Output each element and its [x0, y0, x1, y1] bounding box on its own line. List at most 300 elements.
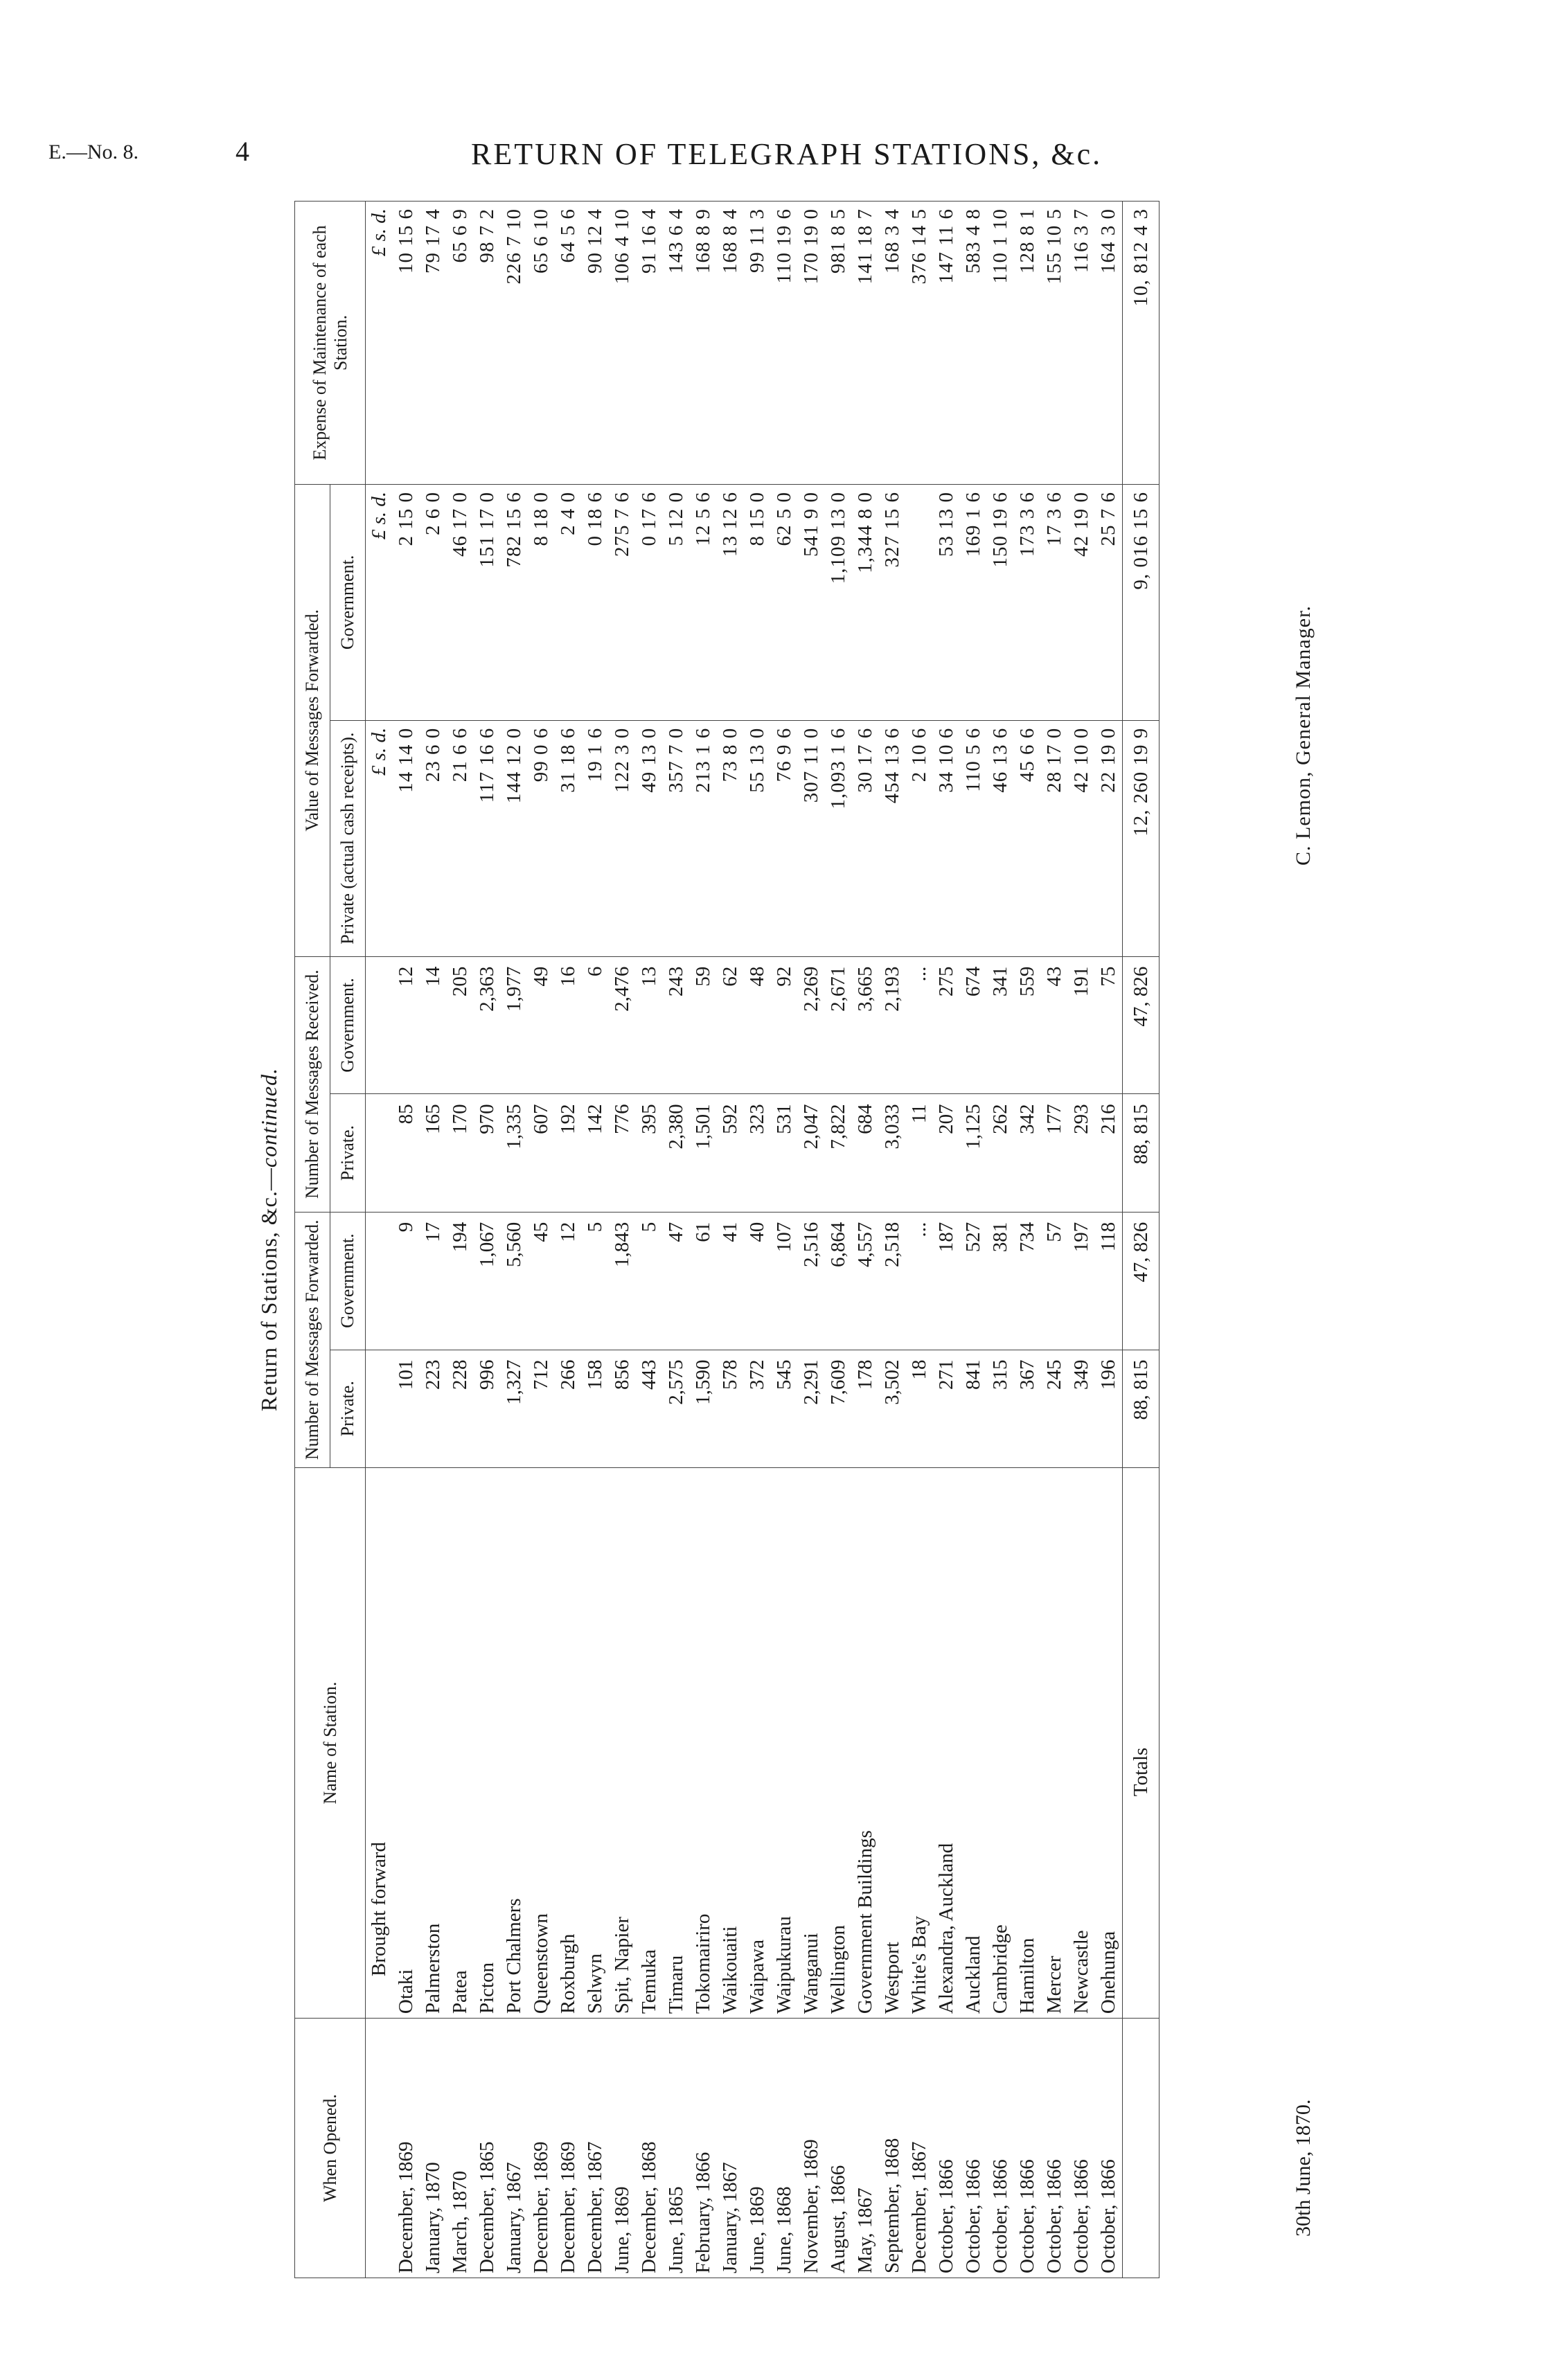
cell-val-government: 46 17 0 [447, 485, 474, 721]
cell-station: Westport [879, 1467, 906, 2018]
cell-fwd-government: 61 [690, 1212, 717, 1350]
cell-fwd-private: 841 [960, 1350, 987, 1467]
table-row [663, 202, 690, 2278]
cell-rec-government: 275 [933, 956, 960, 1094]
cell-rec-government: 243 [663, 956, 690, 1094]
cell-fwd-private: 2,291 [798, 1350, 825, 1467]
cell-fwd-private: 578 [717, 1350, 744, 1467]
cell-expense: 981 8 5 [825, 202, 852, 485]
table-row [960, 202, 987, 2278]
cell-fwd-government: 1,067 [474, 1212, 501, 1350]
cell-rec-private: 192 [555, 1094, 582, 1212]
cell-station: Wellington [825, 1467, 852, 2018]
cell-station: Alexandra, Auckland [933, 1467, 960, 2018]
cell-fwd-government: 40 [744, 1212, 771, 1350]
table-row [420, 202, 447, 2278]
table-row [1095, 202, 1123, 2278]
col-fwd-government: Government. [330, 1212, 366, 1350]
col-station: Name of Station. [295, 1467, 366, 2018]
cell-rec-private: 2,047 [798, 1094, 825, 1212]
cell-rec-government: 341 [987, 956, 1014, 1094]
table-row [825, 202, 852, 2278]
cell-val-government [906, 485, 933, 721]
cell-val-government: 327 15 6 [879, 485, 906, 721]
table-row [393, 202, 420, 2278]
table-row [690, 202, 717, 2278]
cell-when-opened: December, 1865 [474, 2019, 501, 2278]
cell-station: Picton [474, 1467, 501, 2018]
cell-fwd-private: 245 [1041, 1350, 1068, 1467]
cell-station: Auckland [960, 1467, 987, 2018]
cell-fwd-government: 734 [1014, 1212, 1041, 1350]
cell-rec-government: 1,977 [501, 956, 528, 1094]
cell-rec-government: 92 [771, 956, 798, 1094]
cell-expense: 168 3 4 [879, 202, 906, 485]
cell-rec-government: ... [906, 956, 933, 1094]
cell-expense: 65 6 10 [528, 202, 555, 485]
units-row [366, 202, 393, 2278]
cell-val-government: 169 1 6 [960, 485, 987, 721]
units-val-private: £ s. d. [366, 720, 393, 956]
rotated-table-region [256, 201, 1434, 2278]
cell-when-opened: December, 1867 [582, 2019, 609, 2278]
col-fwd-private: Private. [330, 1350, 366, 1467]
cell-val-government: 1,344 8 0 [852, 485, 879, 721]
cell-when-opened: June, 1868 [771, 2019, 798, 2278]
cell-when-opened: June, 1869 [609, 2019, 636, 2278]
cell-rec-government: 2,363 [474, 956, 501, 1094]
table-row [987, 202, 1014, 2278]
cell-fwd-government: 17 [420, 1212, 447, 1350]
cell-rec-government: 205 [447, 956, 474, 1094]
cell-val-private: 99 0 6 [528, 720, 555, 956]
cell-rec-private: 1,335 [501, 1094, 528, 1212]
total-fwd-government: 47, 826 [1123, 1212, 1160, 1350]
cell-rec-private: 970 [474, 1094, 501, 1212]
cell-rec-government: 49 [528, 956, 555, 1094]
cell-rec-private: 323 [744, 1094, 771, 1212]
cell-rec-government: 674 [960, 956, 987, 1094]
cell-fwd-private: 856 [609, 1350, 636, 1467]
cell-rec-private: 177 [1041, 1094, 1068, 1212]
table-row [447, 202, 474, 2278]
cell-station: Government Buildings [852, 1467, 879, 2018]
cell-fwd-private: 367 [1014, 1350, 1041, 1467]
cell-when-opened: December, 1869 [528, 2019, 555, 2278]
cell-val-government: 13 12 6 [717, 485, 744, 721]
cell-when-opened: December, 1868 [636, 2019, 663, 2278]
cell-when-opened: August, 1866 [825, 2019, 852, 2278]
cell-fwd-private: 196 [1095, 1350, 1123, 1467]
cell-fwd-government: 2,516 [798, 1212, 825, 1350]
cell-fwd-government: 5 [582, 1212, 609, 1350]
cell-val-private: 49 13 0 [636, 720, 663, 956]
cell-when-opened: October, 1866 [1068, 2019, 1095, 2278]
cell-rec-government: 59 [690, 956, 717, 1094]
cell-fwd-private: 1,590 [690, 1350, 717, 1467]
cell-val-private: 307 11 0 [798, 720, 825, 956]
table-row [933, 202, 960, 2278]
cell-fwd-private: 545 [771, 1350, 798, 1467]
date-line: 30th June, 1870. [1292, 2099, 1315, 2237]
cell-when-opened: June, 1865 [663, 2019, 690, 2278]
cell-val-government: 275 7 6 [609, 485, 636, 721]
cell-station: Palmerston [420, 1467, 447, 2018]
table-row [1014, 202, 1041, 2278]
cell-fwd-government: 47 [663, 1212, 690, 1350]
cell-rec-government: 2,269 [798, 956, 825, 1094]
cell-when-opened: October, 1866 [1014, 2019, 1041, 2278]
cell-fwd-private: 3,502 [879, 1350, 906, 1467]
table-row [636, 202, 663, 2278]
cell-rec-private: 2,380 [663, 1094, 690, 1212]
cell-val-private: 14 14 0 [393, 720, 420, 956]
cell-val-government: 42 19 0 [1068, 485, 1095, 721]
table-row [906, 202, 933, 2278]
cell-val-private: 19 1 6 [582, 720, 609, 956]
cell-fwd-government: 4,557 [852, 1212, 879, 1350]
cell-fwd-government: 187 [933, 1212, 960, 1350]
cell-rec-private: 3,033 [879, 1094, 906, 1212]
cell-expense: 164 3 0 [1095, 202, 1123, 485]
cell-expense: 99 11 3 [744, 202, 771, 485]
caption-text: Return of Stations, &c.— [256, 1167, 281, 1412]
cell-station: Wanganui [798, 1467, 825, 2018]
cell-val-private: 1,093 1 6 [825, 720, 852, 956]
cell-val-private: 144 12 0 [501, 720, 528, 956]
cell-station: Mercer [1041, 1467, 1068, 2018]
cell-station: Waipukurau [771, 1467, 798, 2018]
cell-rec-private: 262 [987, 1094, 1014, 1212]
cell-expense: 155 10 5 [1041, 202, 1068, 485]
cell-expense: 110 1 10 [987, 202, 1014, 485]
cell-rec-government: 16 [555, 956, 582, 1094]
cell-when-opened: January, 1870 [420, 2019, 447, 2278]
cell-rec-private: 216 [1095, 1094, 1123, 1212]
cell-expense: 168 8 9 [690, 202, 717, 485]
cell-fwd-private: 2,575 [663, 1350, 690, 1467]
table-row [501, 202, 528, 2278]
cell-when-opened: October, 1866 [933, 2019, 960, 2278]
cell-station: Otaki [393, 1467, 420, 2018]
cell-fwd-government: 12 [555, 1212, 582, 1350]
cell-val-private: 28 17 0 [1041, 720, 1068, 956]
cell-station: Newcastle [1068, 1467, 1095, 2018]
cell-val-government: 62 5 0 [771, 485, 798, 721]
cell-rec-private: 395 [636, 1094, 663, 1212]
cell-val-private: 45 6 6 [1014, 720, 1041, 956]
cell-fwd-government: 41 [717, 1212, 744, 1350]
total-val-private: 12, 260 19 9 [1123, 720, 1160, 956]
cell-rec-government: 75 [1095, 956, 1123, 1094]
cell-expense: 110 19 6 [771, 202, 798, 485]
cell-station: Port Chalmers [501, 1467, 528, 2018]
page-header [0, 135, 1546, 177]
cell-val-government: 8 18 0 [528, 485, 555, 721]
cell-rec-government: 62 [717, 956, 744, 1094]
cell-rec-private: 11 [906, 1094, 933, 1212]
cell-val-government: 173 3 6 [1014, 485, 1041, 721]
total-expense: 10, 812 4 3 [1123, 202, 1160, 485]
cell-fwd-private: 996 [474, 1350, 501, 1467]
cell-rec-private: 684 [852, 1094, 879, 1212]
cell-fwd-government: 6,864 [825, 1212, 852, 1350]
cell-expense: 147 11 6 [933, 202, 960, 485]
stations-table [294, 201, 1160, 2278]
cell-station: White's Bay [906, 1467, 933, 2018]
cell-expense: 128 8 1 [1014, 202, 1041, 485]
cell-station: Hamilton [1014, 1467, 1041, 2018]
table-row [1041, 202, 1068, 2278]
cell-station: Timaru [663, 1467, 690, 2018]
cell-station: Waipawa [744, 1467, 771, 2018]
cell-val-government: 8 15 0 [744, 485, 771, 721]
table-container [294, 201, 1160, 2278]
table-caption [256, 201, 282, 2278]
cell-rec-government: 6 [582, 956, 609, 1094]
cell-rec-private: 607 [528, 1094, 555, 1212]
document-reference: E.—No. 8. [48, 141, 139, 163]
cell-when-opened: October, 1866 [987, 2019, 1014, 2278]
totals-row [1123, 202, 1160, 2278]
cell-when-opened: September, 1868 [879, 2019, 906, 2278]
cell-fwd-government: 527 [960, 1212, 987, 1350]
cell-station: Tokomairiro [690, 1467, 717, 2018]
cell-rec-private: 776 [609, 1094, 636, 1212]
cell-fwd-private: 315 [987, 1350, 1014, 1467]
cell-when-opened: October, 1866 [960, 2019, 987, 2278]
col-when-opened: When Opened. [295, 2019, 366, 2278]
cell-station: Queenstown [528, 1467, 555, 2018]
units-expense: £ s. d. [366, 202, 393, 485]
cell-val-private: 34 10 6 [933, 720, 960, 956]
cell-val-private: 110 5 6 [960, 720, 987, 956]
cell-when-opened: October, 1866 [1041, 2019, 1068, 2278]
cell-fwd-private: 158 [582, 1350, 609, 1467]
col-rec-government: Government. [330, 956, 366, 1094]
cell-rec-government: 2,671 [825, 956, 852, 1094]
cell-rec-government: 12 [393, 956, 420, 1094]
cell-station: Patea [447, 1467, 474, 2018]
page-number: 4 [236, 136, 249, 167]
cell-fwd-government: 57 [1041, 1212, 1068, 1350]
cell-fwd-government: 381 [987, 1212, 1014, 1350]
cell-expense: 64 5 6 [555, 202, 582, 485]
cell-val-private: 117 16 6 [474, 720, 501, 956]
table-body [366, 202, 1123, 2278]
cell-fwd-private: 7,609 [825, 1350, 852, 1467]
cell-fwd-government: 45 [528, 1212, 555, 1350]
units-val-government: £ s. d. [366, 485, 393, 721]
totals-label: Totals [1123, 1467, 1160, 2018]
cell-rec-private: 342 [1014, 1094, 1041, 1212]
table-row [879, 202, 906, 2278]
cell-val-government: 53 13 0 [933, 485, 960, 721]
cell-expense: 91 16 4 [636, 202, 663, 485]
cell-val-government: 782 15 6 [501, 485, 528, 721]
cell-rec-private: 85 [393, 1094, 420, 1212]
cell-rec-private: 207 [933, 1094, 960, 1212]
cell-when-opened: February, 1866 [690, 2019, 717, 2278]
cell-val-private: 55 13 0 [744, 720, 771, 956]
cell-station: Waikouaiti [717, 1467, 744, 2018]
cell-val-private: 73 8 0 [717, 720, 744, 956]
cell-rec-private: 1,501 [690, 1094, 717, 1212]
cell-fwd-government: ... [906, 1212, 933, 1350]
total-val-government: 9, 016 15 6 [1123, 485, 1160, 721]
caption-continued: continued. [256, 1067, 281, 1168]
cell-expense: 168 8 4 [717, 202, 744, 485]
cell-fwd-government: 118 [1095, 1212, 1123, 1350]
table-row [771, 202, 798, 2278]
signature: C. Lemon, General Manager. [1292, 605, 1315, 866]
table-row [798, 202, 825, 2278]
cell-val-government: 12 5 6 [690, 485, 717, 721]
cell-expense: 170 19 0 [798, 202, 825, 485]
cell-fwd-government: 9 [393, 1212, 420, 1350]
cell-rec-private: 170 [447, 1094, 474, 1212]
cell-fwd-government: 1,843 [609, 1212, 636, 1350]
cell-fwd-government: 197 [1068, 1212, 1095, 1350]
col-group-value: Value of Messages Forwarded. [295, 485, 330, 957]
table-row [1068, 202, 1095, 2278]
col-rec-private: Private. [330, 1094, 366, 1212]
cell-rec-government: 13 [636, 956, 663, 1094]
cell-when-opened: June, 1869 [744, 2019, 771, 2278]
cell-station: Selwyn [582, 1467, 609, 2018]
cell-val-private: 22 19 0 [1095, 720, 1123, 956]
cell-expense: 141 18 7 [852, 202, 879, 485]
cell-fwd-private: 443 [636, 1350, 663, 1467]
cell-val-government: 150 19 6 [987, 485, 1014, 721]
table-row [852, 202, 879, 2278]
cell-val-government: 5 12 0 [663, 485, 690, 721]
cell-fwd-government: 5 [636, 1212, 663, 1350]
cell-rec-private: 165 [420, 1094, 447, 1212]
cell-fwd-private: 266 [555, 1350, 582, 1467]
cell-fwd-private: 1,327 [501, 1350, 528, 1467]
cell-when-opened: December, 1869 [555, 2019, 582, 2278]
col-val-private: Private (actual cash receipts). [330, 720, 366, 956]
cell-when-opened: November, 1869 [798, 2019, 825, 2278]
cell-fwd-private: 101 [393, 1350, 420, 1467]
cell-expense: 226 7 10 [501, 202, 528, 485]
cell-rec-private: 531 [771, 1094, 798, 1212]
cell-station: Spit, Napier [609, 1467, 636, 2018]
cell-val-government: 2 6 0 [420, 485, 447, 721]
cell-val-private: 30 17 6 [852, 720, 879, 956]
cell-rec-government: 2,193 [879, 956, 906, 1094]
brought-forward-label: Brought forward [366, 1467, 393, 2018]
cell-rec-government: 559 [1014, 956, 1041, 1094]
cell-val-private: 42 10 0 [1068, 720, 1095, 956]
cell-expense: 79 17 4 [420, 202, 447, 485]
cell-val-government: 17 3 6 [1041, 485, 1068, 721]
cell-expense: 376 14 5 [906, 202, 933, 485]
col-val-government: Government. [330, 485, 366, 721]
cell-val-government: 541 9 0 [798, 485, 825, 721]
cell-val-private: 21 6 6 [447, 720, 474, 956]
cell-fwd-government: 2,518 [879, 1212, 906, 1350]
cell-when-opened: December, 1869 [393, 2019, 420, 2278]
cell-fwd-private: 223 [420, 1350, 447, 1467]
cell-rec-government: 2,476 [609, 956, 636, 1094]
cell-val-government: 2 4 0 [555, 485, 582, 721]
cell-fwd-private: 271 [933, 1350, 960, 1467]
cell-val-government: 0 17 6 [636, 485, 663, 721]
cell-when-opened: May, 1867 [852, 2019, 879, 2278]
cell-expense: 116 3 7 [1068, 202, 1095, 485]
cell-when-opened: March, 1870 [447, 2019, 474, 2278]
cell-expense: 583 4 8 [960, 202, 987, 485]
col-group-received: Number of Messages Received. [295, 956, 330, 1212]
cell-when-opened: January, 1867 [717, 2019, 744, 2278]
cell-rec-private: 1,125 [960, 1094, 987, 1212]
table-row [528, 202, 555, 2278]
cell-station: Cambridge [987, 1467, 1014, 2018]
total-rec-private: 88, 815 [1123, 1094, 1160, 1212]
cell-val-private: 76 9 6 [771, 720, 798, 956]
cell-val-private: 357 7 0 [663, 720, 690, 956]
cell-rec-government: 48 [744, 956, 771, 1094]
cell-expense: 10 15 6 [393, 202, 420, 485]
cell-fwd-government: 107 [771, 1212, 798, 1350]
cell-when-opened: December, 1867 [906, 2019, 933, 2278]
col-expense: Expense of Maintenance of each Station. [295, 202, 366, 485]
cell-rec-government: 14 [420, 956, 447, 1094]
table-row [744, 202, 771, 2278]
table-row [555, 202, 582, 2278]
cell-rec-government: 3,665 [852, 956, 879, 1094]
cell-val-government: 25 7 6 [1095, 485, 1123, 721]
cell-val-private: 213 1 6 [690, 720, 717, 956]
cell-expense: 65 6 9 [447, 202, 474, 485]
cell-val-private: 454 13 6 [879, 720, 906, 956]
cell-fwd-government: 5,560 [501, 1212, 528, 1350]
cell-expense: 106 4 10 [609, 202, 636, 485]
cell-val-government: 2 15 0 [393, 485, 420, 721]
cell-when-opened: January, 1867 [501, 2019, 528, 2278]
cell-fwd-government: 194 [447, 1212, 474, 1350]
table-row [474, 202, 501, 2278]
cell-val-private: 31 18 6 [555, 720, 582, 956]
cell-station: Roxburgh [555, 1467, 582, 2018]
total-rec-government: 47, 826 [1123, 956, 1160, 1094]
cell-rec-private: 142 [582, 1094, 609, 1212]
cell-fwd-private: 178 [852, 1350, 879, 1467]
cell-fwd-private: 228 [447, 1350, 474, 1467]
total-fwd-private: 88, 815 [1123, 1350, 1160, 1467]
cell-rec-private: 293 [1068, 1094, 1095, 1212]
cell-station: Onehunga [1095, 1467, 1123, 2018]
cell-val-government: 151 17 0 [474, 485, 501, 721]
cell-val-private: 23 6 0 [420, 720, 447, 956]
cell-expense: 90 12 4 [582, 202, 609, 485]
cell-val-private: 46 13 6 [987, 720, 1014, 956]
cell-val-private: 2 10 6 [906, 720, 933, 956]
col-group-forwarded: Number of Messages Forwarded. [295, 1212, 330, 1467]
cell-val-government: 0 18 6 [582, 485, 609, 721]
cell-fwd-private: 349 [1068, 1350, 1095, 1467]
cell-fwd-private: 372 [744, 1350, 771, 1467]
running-title: RETURN OF TELEGRAPH STATIONS, &c. [471, 137, 1103, 171]
cell-rec-private: 7,822 [825, 1094, 852, 1212]
cell-rec-government: 191 [1068, 956, 1095, 1094]
cell-fwd-private: 712 [528, 1350, 555, 1467]
cell-station: Temuka [636, 1467, 663, 2018]
cell-rec-government: 43 [1041, 956, 1068, 1094]
cell-expense: 143 6 4 [663, 202, 690, 485]
